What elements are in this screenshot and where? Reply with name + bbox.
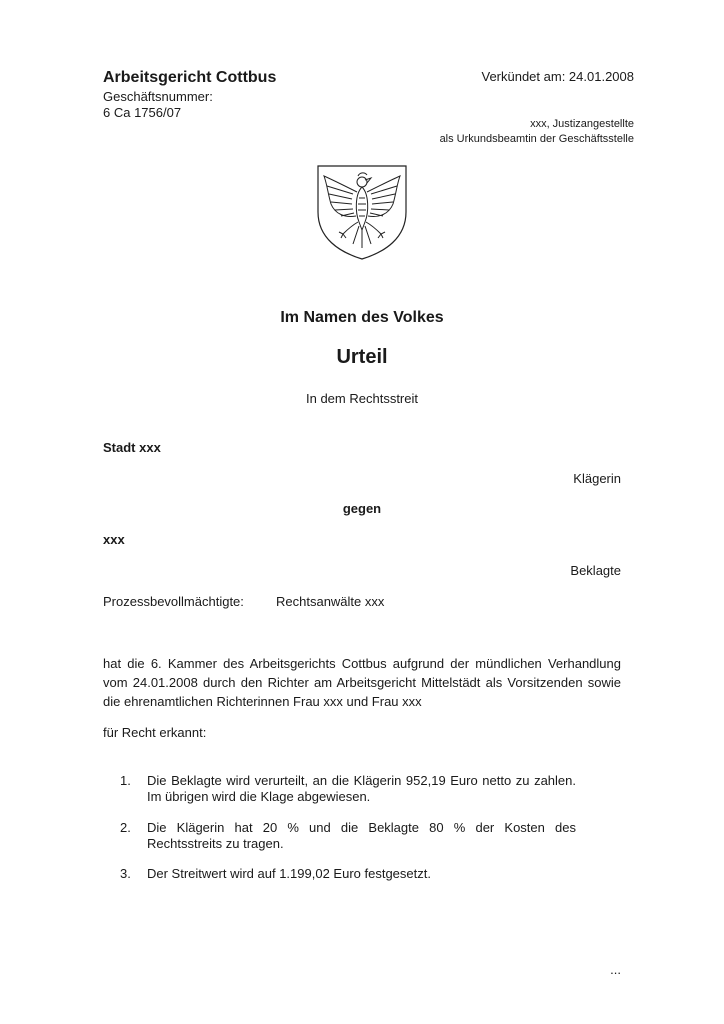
- heading-urteil: Urteil: [336, 346, 388, 368]
- defendant-name: xxx: [103, 532, 125, 547]
- continuation-marker: ...: [610, 962, 621, 977]
- ruling-item-2: [120, 820, 576, 852]
- case-number: 6 Ca 1756/07: [103, 105, 182, 120]
- ruling-number: 3.: [120, 866, 131, 881]
- ruling-item-3: [120, 866, 576, 882]
- ruling-text: Die Klägerin hat 20 % und die Beklagte 80 % der Kosten des Rechtsstreits zu tragen.: [147, 820, 576, 851]
- case-number-label: Geschäftsnummer:: [103, 89, 213, 104]
- heading-im-namen-des-volkes: Im Namen des Volkes: [280, 309, 444, 326]
- coat-of-arms-icon: [315, 164, 409, 261]
- plaintiff-name: Stadt xxx: [103, 440, 161, 455]
- defendant-role: Beklagte: [570, 563, 621, 578]
- intro-rechtsstreit: In dem Rechtsstreit: [306, 391, 418, 406]
- ruling-item-1: [120, 773, 576, 805]
- announcement-date: Verkündet am: 24.01.2008: [481, 69, 634, 84]
- versus-label: gegen: [342, 501, 382, 516]
- counsel-value: Rechtsanwälte xxx: [276, 594, 385, 609]
- judgment-paragraph: hat die 6. Kammer des Arbeitsgerichts Cottbus aufgrund der mündlichen Verhandlung vom 24.01.2008 durch den Richter am Arbeitsgericht Mittelstädt als Vorsitzenden sowie die ehrenamtlichen Richterinnen Frau xxx und Frau xxx: [103, 656, 621, 709]
- ruling-text: Die Beklagte wird verurteilt, an die Klägerin 952,19 Euro netto zu zahlen. Im übrigen wird die Klage abgewiesen.: [147, 773, 576, 804]
- ruling-number: 1.: [120, 773, 131, 788]
- counsel-label: Prozessbevollmächtigte:: [103, 594, 244, 609]
- plaintiff-role: Klägerin: [573, 471, 621, 486]
- ruling-number: 2.: [120, 820, 131, 835]
- court-name: Arbeitsgericht Cottbus: [103, 69, 277, 86]
- clerk-name: xxx, Justizangestellte: [530, 118, 634, 130]
- ruling-intro: für Recht erkannt:: [103, 725, 207, 740]
- ruling-text: Der Streitwert wird auf 1.199,02 Euro festgesetzt.: [147, 866, 431, 881]
- clerk-role: als Urkundsbeamtin der Geschäftsstelle: [439, 133, 634, 145]
